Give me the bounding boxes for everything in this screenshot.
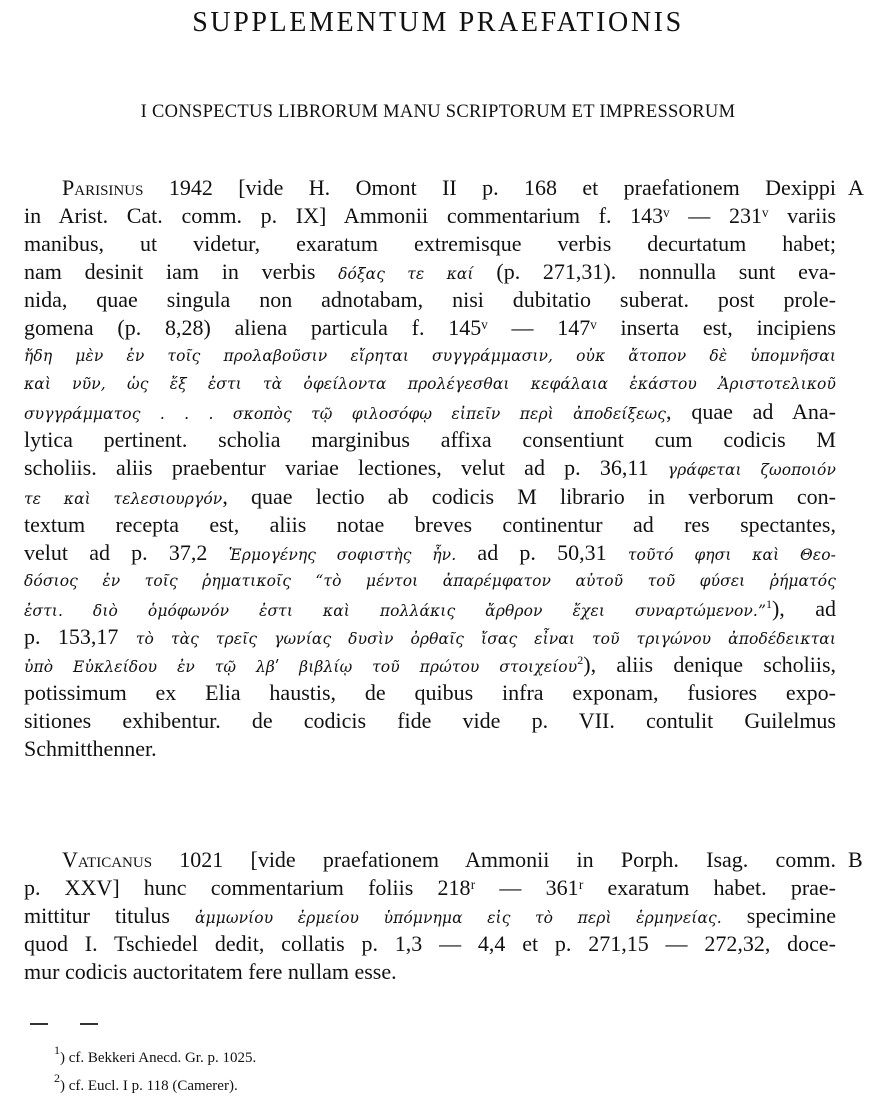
page-title: SUPPLEMENTUM PRAEFATIONIS (192, 7, 684, 38)
footnote-marker: 1 (765, 596, 772, 611)
text-line: Schmitthenner. (24, 735, 157, 761)
text-line: velut ad p. 37,2 Ἑρμογένης σοφιστὴς ἦν. ad p. 50,31 τοῦτό φησι καὶ Θεο- (24, 539, 836, 565)
text-line: τε καὶ τελεσιουργόν, quae lectio ab codicis M librario in verborum con- (24, 483, 836, 509)
footnote-separator (30, 1023, 100, 1025)
greek-text: δόξας τε καί (338, 265, 474, 284)
text-line: lytica pertinent. scholia marginibus affixa consentiunt cum codicis M (24, 427, 836, 453)
text-line: mur codicis auctoritatem fere nullam esse. (24, 959, 397, 985)
text-line: συγγράμματος . . . σκοπὸς τῷ φιλοσόφῳ εἰπεῖν περὶ ἀποδείξεως, quae ad Ana- (24, 399, 836, 425)
text-line: gomena (p. 8,28) aliena particula f. 145ᵛ — 147ᵛ inserta est, incipiens (24, 315, 836, 341)
siglum-a: A (848, 175, 864, 200)
greek-text: συγγράμματος . . . σκοπὸς τῷ φιλοσόφῳ εἰπεῖν περὶ ἀποδείξεως (24, 405, 667, 424)
greek-text: δόσιος ἐν τοῖς ῥηματικοῖς “τὸ μέντοι ἀπαρέμφατον αὐτοῦ τοῦ φύσει ῥήματός (24, 571, 836, 590)
footnote-1: $^1$) cf. Bekkeri Anecd. Gr. p. 1025. (54, 1043, 257, 1066)
greek-text: ὑπὸ Εὐκλείδου ἐν τῷ λβʹ βιβλίῳ τοῦ πρώτου στοιχείου (24, 657, 578, 676)
text-line: potissimum ex Elia haustis, de quibus infra exponam, fusiores expo- (24, 679, 836, 705)
text-line: p. 153,17 τὸ τὰς τρεῖς γωνίας δυσὶν ὀρθαῖς ἴσας εἶναι τοῦ τριγώνου ἀποδέδεικται (24, 623, 836, 649)
section-heading: I CONSPECTUS LIBRORUM MANU SCRIPTORUM ET IMPRESSORUM (140, 102, 736, 122)
text-line: ὑπὸ Εὐκλείδου ἐν τῷ λβʹ βιβλίῳ τοῦ πρώτου στοιχείου$^2$), aliis denique scholiis, (24, 651, 837, 677)
greek-text: γράφεται ζωοποιόν (667, 461, 836, 480)
siglum-b: B (848, 847, 863, 872)
greek-text: τε καὶ τελεσιουργόν (24, 489, 223, 508)
text-line: sitiones exhibentur. de codicis fide vide p. VII. contulit Guilelmus (24, 707, 836, 733)
greek-text: ἐστι. διὸ ὁμόφωνόν ἐστι καὶ πολλάκις ἄρθρον ἔχει συναρτώμενον.” (24, 601, 766, 620)
greek-text: καὶ νῦν, ὡς ἔξ ἐστι τὰ ὀφείλοντα προλέγεσθαι κεφάλαια ἑκάστου Ἀριστοτελικοῦ (24, 375, 836, 394)
text-line: manibus, ut videtur, exaratum extremisque verbis decurtatum habet; (24, 231, 836, 257)
text-line: ἐστι. διὸ ὁμόφωνόν ἐστι καὶ πολλάκις ἄρθρον ἔχει συναρτώμενον.”$^1$), ad (24, 595, 836, 621)
text-line: p. XXV] hunc commentarium foliis 218ʳ — 361ʳ exaratum habet. prae- (24, 875, 836, 901)
text-line: in Arist. Cat. comm. p. IX] Ammonii commentarium f. 143ᵛ — 231ᵛ variis (24, 203, 836, 229)
entry-parisinus (24, 174, 836, 763)
greek-text: τὸ τὰς τρεῖς γωνίας δυσὶν ὀρθαῖς ἴσας εἶναι τοῦ τριγώνου ἀποδέδεικται (135, 629, 836, 648)
greek-text: Ἑρμογένης σοφιστὴς ἦν. (228, 545, 457, 564)
footnote-marker: 2 (577, 652, 584, 667)
greek-text: ἤδη μὲν ἐν τοῖς προλαβοῦσιν εἴρηται συγγράμμασιν, οὐκ ἄτοπον δὲ ὑπομνῆσαι (24, 347, 836, 366)
entry-vaticanus (24, 846, 836, 986)
text-line: Parisinus 1942 [vide H. Omont II p. 168 et praefationem Dexippi (62, 175, 836, 200)
text-line: quod I. Tschiedel dedit, collatis p. 1,3 — 4,4 et p. 271,15 — 272,32, doce- (24, 931, 836, 957)
text-line: Vaticanus 1021 [vide praefationem Ammonii in Porph. Isag. comm. (62, 847, 836, 872)
text-line: textum recepta est, aliis notae breves continentur ad res spectantes, (24, 511, 836, 537)
footnotes (54, 1044, 754, 1100)
footnote-2: $^2$) cf. Eucl. I p. 118 (Camerer). (54, 1071, 238, 1094)
greek-text: ἀμμωνίου ἑρμείου ὑπόμνημα εἰς τὸ περὶ ἑρμηνείας. (194, 909, 722, 928)
text-line: nida, quae singula non adnotabam, nisi dubitatio suberat. post prole- (24, 287, 836, 313)
text-line: nam desinit iam in verbis δόξας τε καί (p. 271,31). nonnulla sunt eva- (24, 259, 837, 285)
greek-text: τοῦτό φησι καὶ Θεο- (627, 545, 836, 564)
text-line: mittitur titulus ἀμμωνίου ἑρμείου ὑπόμνημα εἰς τὸ περὶ ἑρμηνείας. specimine (24, 903, 836, 929)
manuscript-name: Vaticanus (62, 847, 153, 872)
text-line: scholiis. aliis praebentur variae lectiones, velut ad p. 36,11 γράφεται ζωοποιόν (24, 455, 836, 481)
manuscript-name: Parisinus (62, 175, 144, 200)
